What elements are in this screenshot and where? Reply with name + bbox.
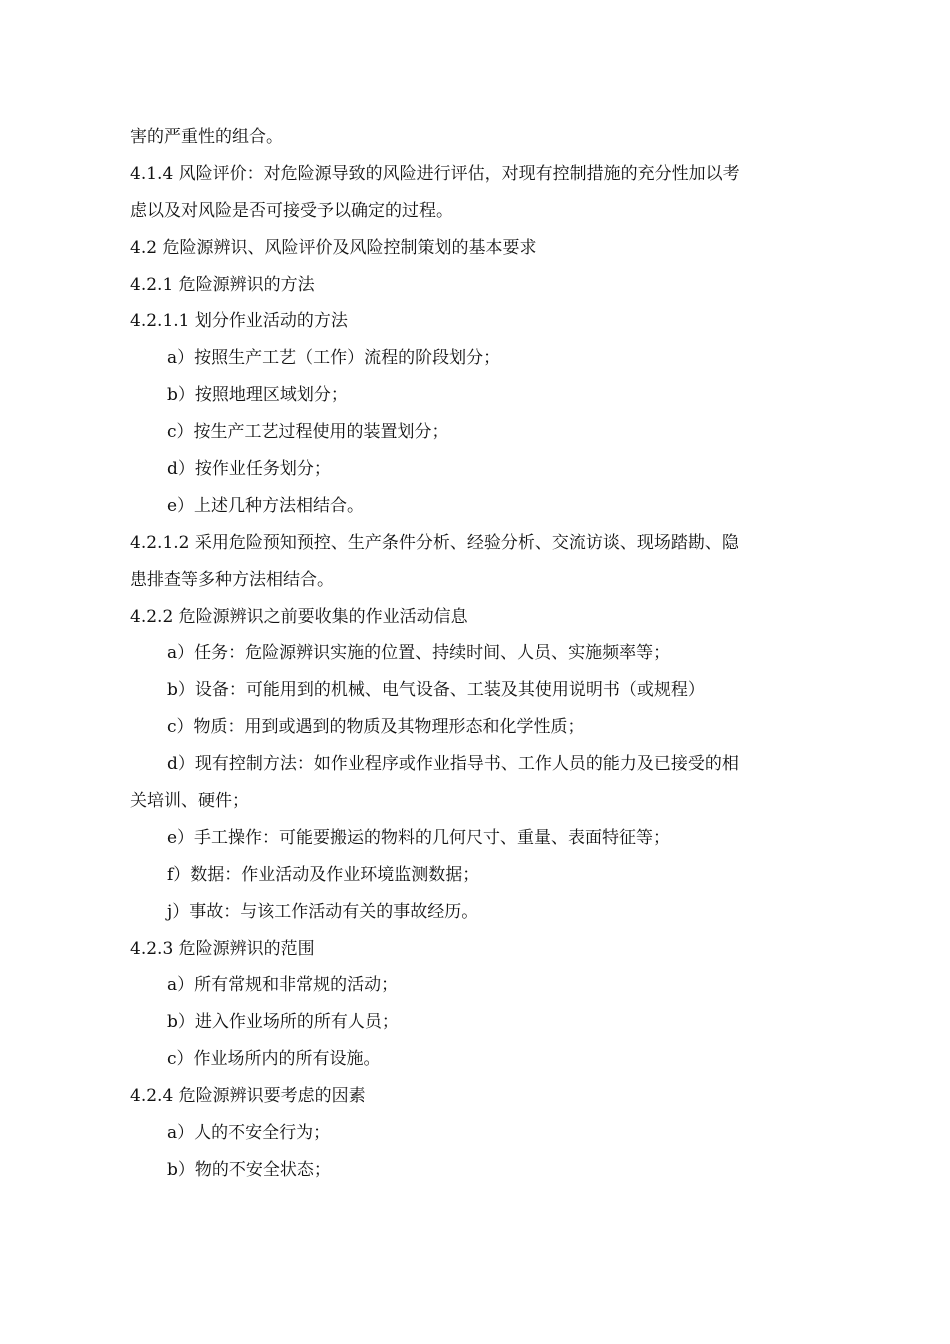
text-line: 4.2.4 危险源辨识要考虑的因素 — [130, 1086, 366, 1107]
text-line: c）按生产工艺过程使用的装置划分； — [167, 422, 449, 443]
text-line: a）人的不安全行为； — [167, 1123, 331, 1144]
text-line: b）设备：可能用到的机械、电气设备、工装及其使用说明书（或规程） — [167, 680, 705, 701]
text-line: b）按照地理区域划分； — [167, 385, 348, 406]
text-line: b）进入作业场所的所有人员； — [167, 1012, 399, 1033]
text-line: 患排查等多种方法相结合。 — [130, 569, 334, 590]
text-line: b）物的不安全状态； — [167, 1159, 331, 1180]
text-line: 虑以及对风险是否可接受予以确定的过程。 — [130, 200, 453, 221]
text-line: e）手工操作：可能要搬运的物料的几何尺寸、重量、表面特征等； — [167, 827, 671, 848]
text-line: f）数据：作业活动及作业环境监测数据； — [167, 864, 480, 885]
text-line: c）物质：用到或遇到的物质及其物理形态和化学性质； — [167, 717, 585, 738]
document-body — [130, 119, 830, 1189]
text-line: a）所有常规和非常规的活动； — [167, 975, 399, 996]
text-line: 4.2.3 危险源辨识的范围 — [130, 938, 315, 959]
text-line: 4.2.1 危险源辨识的方法 — [130, 274, 315, 295]
text-line: d）按作业任务划分； — [167, 459, 331, 480]
text-line: j）事故：与该工作活动有关的事故经历。 — [167, 901, 479, 922]
text-line: 4.2.1.2 采用危险预知预控、生产条件分析、经验分析、交流访谈、现场踏勘、隐 — [130, 532, 739, 553]
text-line: a）按照生产工艺（工作）流程的阶段划分； — [167, 348, 501, 369]
text-line: d）现有控制方法：如作业程序或作业指导书、工作人员的能力及已接受的相 — [167, 754, 739, 775]
text-line: c）作业场所内的所有设施。 — [167, 1049, 381, 1070]
text-line: 4.2.1.1 划分作业活动的方法 — [130, 311, 348, 332]
text-line: 4.1.4 风险评价：对危险源导致的风险进行评估，对现有控制措施的充分性加以考 — [130, 163, 740, 184]
text-line: a）任务：危险源辨识实施的位置、持续时间、人员、实施频率等； — [167, 643, 671, 664]
text-line: 害的严重性的组合。 — [130, 127, 283, 147]
text-line: 关培训、硬件； — [130, 791, 249, 812]
text-line: 4.2 危险源辨识、风险评价及风险控制策划的基本要求 — [130, 237, 537, 258]
text-line: e）上述几种方法相结合。 — [167, 495, 365, 516]
text-line: 4.2.2 危险源辨识之前要收集的作业活动信息 — [130, 606, 468, 627]
